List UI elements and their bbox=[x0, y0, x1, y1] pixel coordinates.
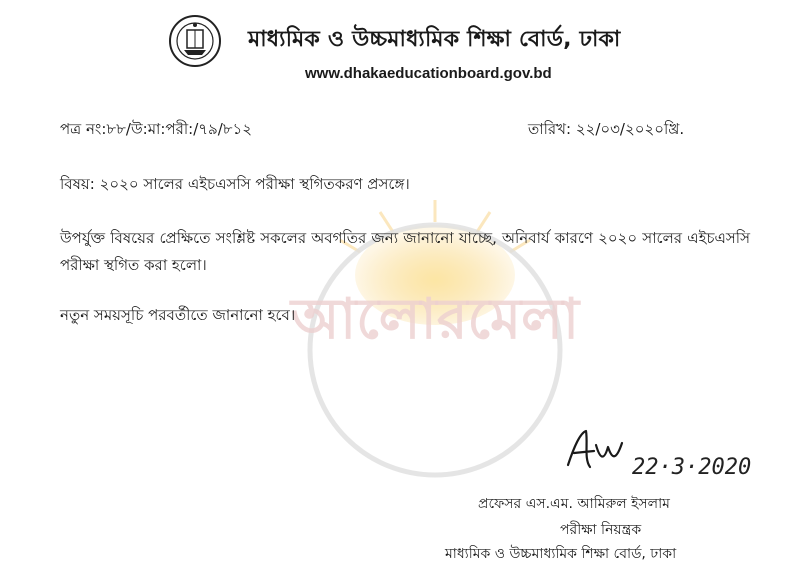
board-name-heading: মাধ্যমিক ও উচ্চমাধ্যমিক শিক্ষা বোর্ড, ঢাকা bbox=[248, 27, 621, 52]
signatory-name: প্রফেসর এস.এম. আমিরুল ইসলাম bbox=[478, 496, 670, 512]
board-website: www.dhakaeducationboard.gov.bd bbox=[305, 65, 552, 82]
board-seal-logo bbox=[168, 14, 222, 68]
subject-line: বিষয়: ২০২০ সালের এইচএসসি পরীক্ষা স্থগিতকরণ প্রসঙ্গে। bbox=[60, 175, 410, 193]
body-paragraph: উপর্যুক্ত বিষয়ের প্রেক্ষিতে সংশ্লিষ্ট সকলের অবগতির জন্য জানানো যাচ্ছে, অনিবার্য কারণে ২০২০ সালের এইচএসসি পরীক্ষা স্থগিত করা হলো। bbox=[60, 229, 750, 274]
signatory-designation: পরীক্ষা নিয়ন্ত্রক bbox=[560, 522, 642, 538]
memo-number: পত্র নং:৮৮/উ:মা:পরী:/৭৯/৮১২ bbox=[60, 120, 253, 138]
memo-date: তারিখ: ২২/০৩/২০২০খ্রি. bbox=[528, 120, 685, 138]
watermark-text: আলোরমেলা bbox=[290, 287, 580, 352]
signatory-organization: মাধ্যমিক ও উচ্চমাধ্যমিক শিক্ষা বোর্ড, ঢাকা bbox=[445, 546, 677, 562]
signature-date: 22·3·2020 bbox=[632, 455, 752, 480]
body-paragraph: নতুন সময়সূচি পরবর্তীতে জানানো হবে। bbox=[60, 306, 296, 324]
